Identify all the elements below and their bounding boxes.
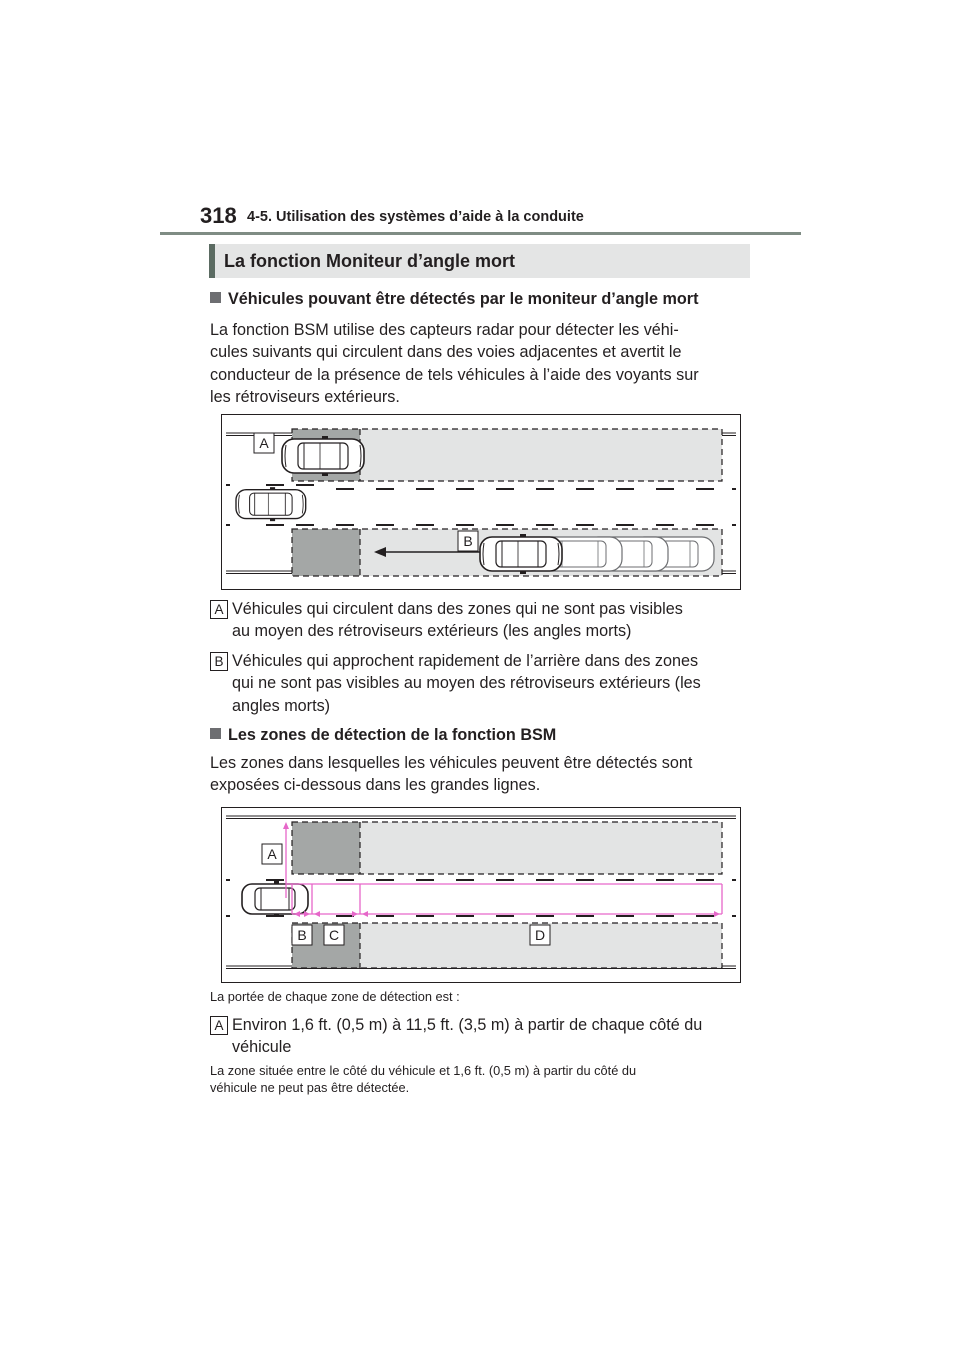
square-bullet-icon — [210, 728, 221, 739]
figure-detection-zones — [221, 807, 741, 983]
legend-item-b — [232, 650, 701, 717]
subheading-detected-vehicles — [210, 288, 698, 310]
paragraph-zones-intro — [210, 752, 692, 797]
legend-line: véhicule — [232, 1038, 292, 1057]
figure-blind-spot-vehicles — [221, 414, 741, 590]
figure-2-illustration — [222, 808, 740, 982]
range-intro: La portée de chaque zone de détection est : — [210, 989, 460, 1004]
legend-line: Véhicules qui circulent dans des zones qui ne sont pas visibles — [232, 600, 683, 618]
legend-badge-b: B — [210, 652, 228, 671]
subheading-detection-zones — [210, 724, 556, 746]
legend-line: qui ne sont pas visibles au moyen des rétroviseurs extérieurs (les — [232, 674, 701, 693]
note-line: véhicule ne peut pas être détectée. — [210, 1080, 410, 1095]
subheading-text: Les zones de détection de la fonction BSM — [228, 726, 557, 744]
legend-line: au moyen des rétroviseurs extérieurs (les angles morts) — [232, 622, 632, 641]
header-rule — [160, 232, 801, 235]
paragraph-line: cules suivants qui circulent dans des voies adjacentes et avertit le — [210, 343, 682, 362]
square-bullet-icon — [210, 292, 221, 303]
paragraph-line: Les zones dans lesquelles les véhicules peuvent être détectés sont — [210, 754, 693, 772]
legend-badge-a: A — [210, 600, 228, 619]
paragraph-line: conducteur de la présence de tels véhicules à l’aide des voyants sur — [210, 365, 699, 384]
legend-item-a — [232, 598, 683, 643]
subheading-text: Véhicules pouvant être détectés par le moniteur d’angle mort — [228, 290, 699, 308]
section-title: La fonction Moniteur d’angle mort — [224, 251, 515, 271]
figure-1-illustration — [222, 415, 740, 589]
figure2-label-b: B — [297, 927, 307, 943]
figure2-label-d: D — [534, 927, 546, 943]
figure2-label-a: A — [267, 846, 277, 862]
legend2-item-a — [232, 1014, 702, 1059]
paragraph-line: La fonction BSM utilise des capteurs radar pour détecter les véhi- — [210, 321, 679, 339]
legend-line: angles morts) — [232, 696, 331, 715]
legend-line: Véhicules qui approchent rapidement de l’arrière dans des zones — [232, 652, 699, 670]
figure1-label-a: A — [259, 435, 269, 451]
paragraph-line: exposées ci-dessous dans les grandes lignes. — [210, 776, 541, 795]
legend2-badge-a: A — [210, 1016, 228, 1035]
note-undetectable-zone — [210, 1062, 636, 1096]
figure2-label-c: C — [328, 927, 340, 943]
figure1-label-b: B — [463, 533, 473, 549]
note-line: La zone située entre le côté du véhicule et 1,6 ft. (0,5 m) à partir du côté du — [210, 1063, 637, 1078]
paragraph-bsm-intro — [210, 319, 699, 409]
paragraph-line: les rétroviseurs extérieurs. — [210, 388, 400, 407]
chapter-title: 4-5. Utilisation des systèmes d’aide à la conduite — [247, 209, 584, 225]
legend-line: Environ 1,6 ft. (0,5 m) à 11,5 ft. (3,5 m) à partir de chaque côté du — [232, 1016, 703, 1034]
page-number: 318 — [200, 203, 237, 228]
